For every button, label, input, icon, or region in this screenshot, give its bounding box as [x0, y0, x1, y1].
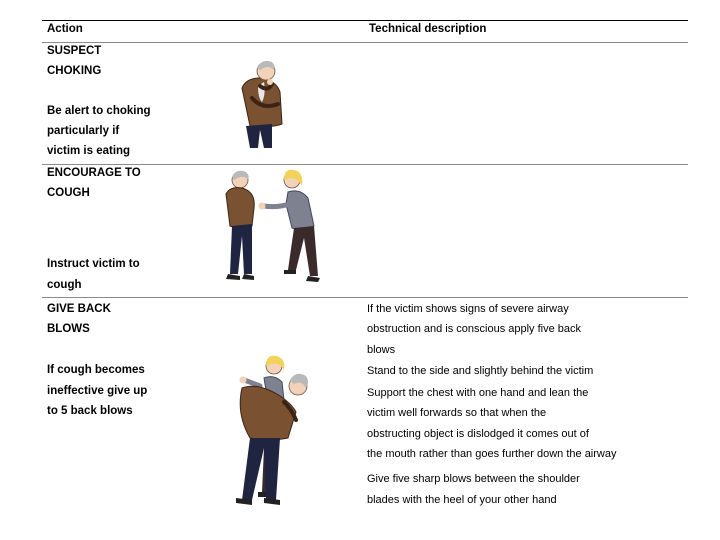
row1-title-line1: SUSPECT [47, 45, 102, 57]
row1-instruction-line1: Be alert to choking [47, 105, 151, 117]
row3-description-line7: obstructing object is dislodged it comes out of [367, 428, 589, 440]
row1-divider [42, 164, 688, 165]
table-top-rule [42, 20, 688, 21]
row1-title-line2: CHOKING [47, 65, 102, 77]
row2-divider [42, 297, 688, 298]
row3-description-line6: victim well forwards so that when the [367, 407, 547, 419]
row3-description-line4: Stand to the side and slightly behind the victim [367, 365, 594, 377]
choking-man-illustration [232, 58, 302, 148]
row3-instruction-line2: ineffective give up [47, 385, 148, 397]
row3-description-line3: blows [367, 344, 396, 356]
row3-title-line2: BLOWS [47, 323, 90, 335]
row3-description-line9: Give five sharp blows between the shoulder [367, 473, 580, 485]
row3-description-line10: blades with the heel of your other hand [367, 494, 557, 506]
row3-instruction-line3: to 5 back blows [47, 405, 133, 417]
row1-instruction-line3: victim is eating [47, 145, 131, 157]
row3-instruction-line1: If cough becomes [47, 364, 145, 376]
row2-instruction-line2: cough [47, 279, 82, 291]
header-rule [42, 42, 688, 43]
row3-title-line1: GIVE BACK [47, 303, 111, 315]
row2-title-line2: COUGH [47, 187, 90, 199]
back-blows-illustration [228, 352, 316, 506]
column-header-action: Action [47, 23, 83, 35]
row3-description-line2: obstruction and is conscious apply five back [367, 323, 582, 335]
encourage-cough-illustration [218, 164, 333, 290]
row3-description-line8: the mouth rather than goes further down the airway [367, 448, 617, 460]
row3-description-line5: Support the chest with one hand and lean the [367, 387, 589, 399]
row1-instruction-line2: particularly if [47, 125, 120, 137]
row3-description-line1: If the victim shows signs of severe airway [367, 303, 569, 315]
row2-instruction-line1: Instruct victim to [47, 258, 140, 270]
column-header-technical-description: Technical description [369, 23, 487, 35]
row2-title-line1: ENCOURAGE TO [47, 167, 141, 179]
